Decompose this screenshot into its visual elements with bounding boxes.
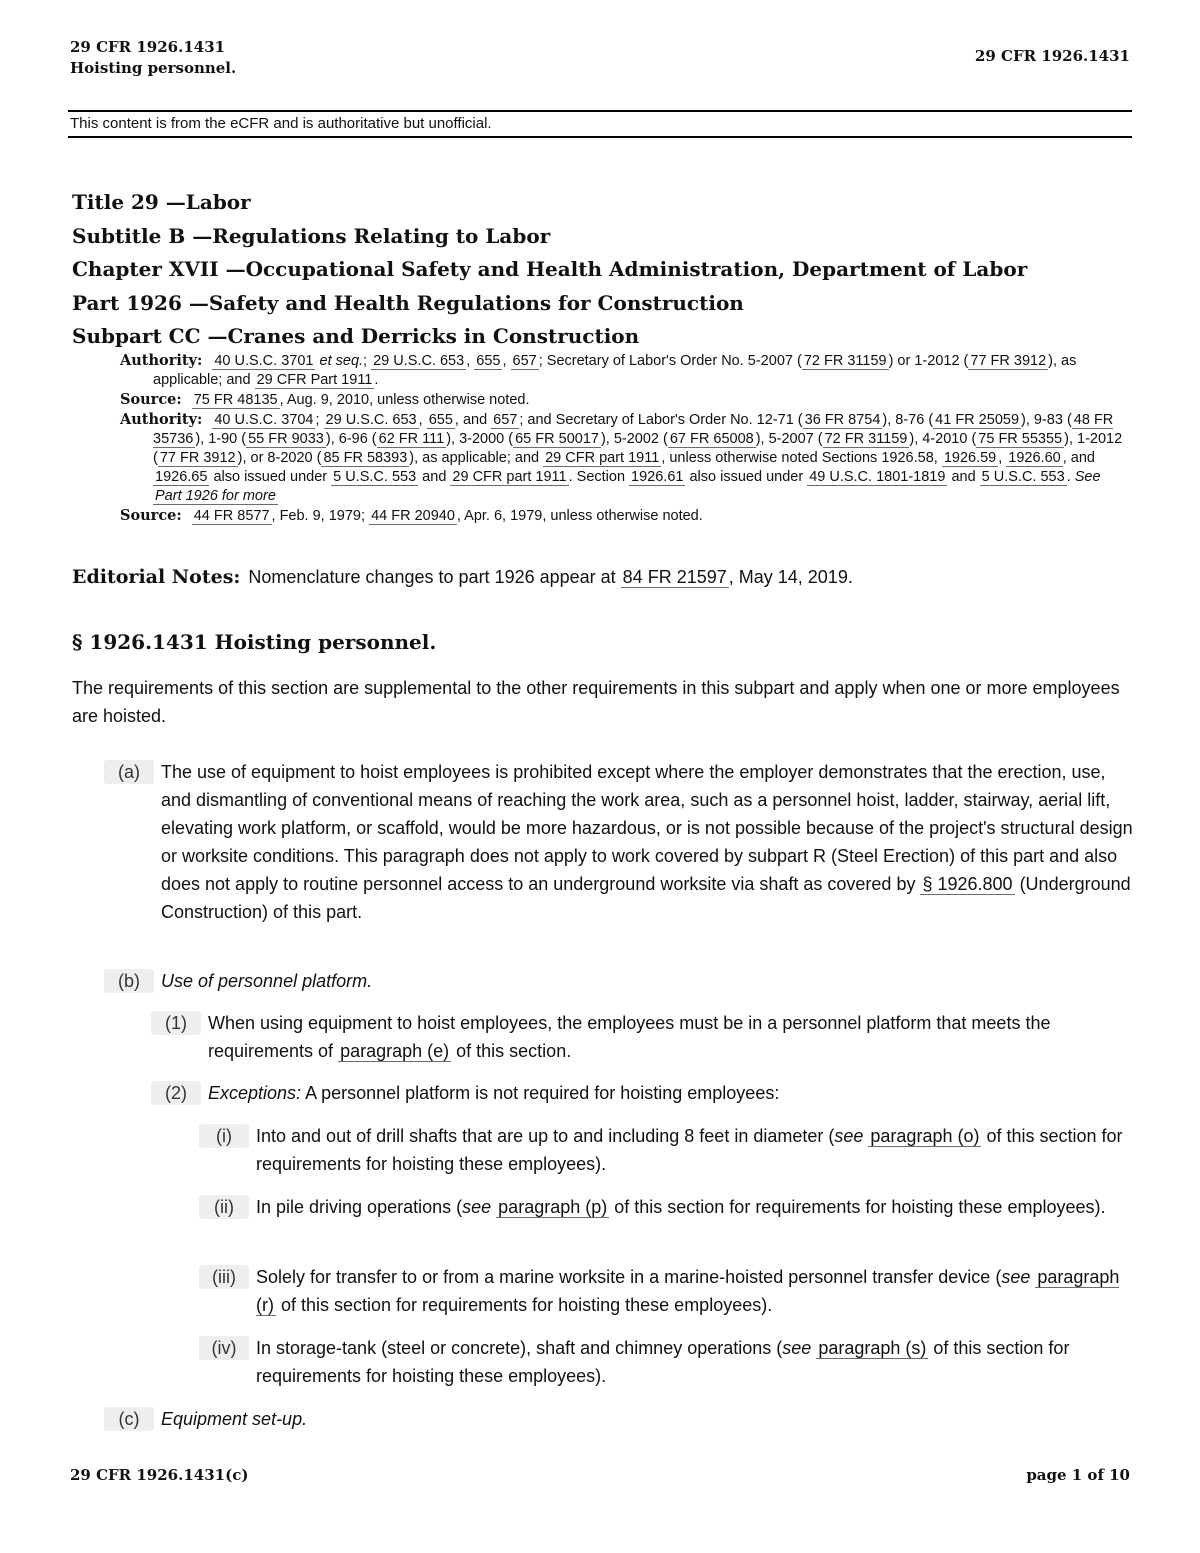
paragraph-p-link[interactable]: paragraph (p) (498, 1197, 608, 1217)
paragraph-r-link[interactable]: paragraph (r) (256, 1267, 1120, 1315)
citation-link[interactable]: 29 CFR part 1911 (545, 450, 660, 466)
text-run: ), 6-96 ( (325, 431, 377, 447)
header-section-name: Hoisting personnel. (70, 59, 237, 77)
paragraph-heading: Exceptions: (208, 1083, 302, 1103)
text-run: ), as applicable; and (409, 450, 544, 466)
text-run: ) or 1-2012 ( (888, 353, 969, 369)
editorial-notes (72, 566, 853, 588)
text-run: ), 1-2012 ( (153, 431, 1123, 466)
citation-link[interactable]: 44 FR 20940 (371, 508, 455, 524)
paragraph-o-link[interactable]: paragraph (o) (870, 1126, 980, 1146)
citation-link[interactable]: 55 FR 9033 (248, 431, 324, 447)
citation-link[interactable]: 29 CFR part 1911 (452, 469, 567, 485)
citation-link[interactable]: 77 FR 3912 (159, 450, 236, 466)
citation-link[interactable]: 84 FR 21597 (622, 567, 727, 587)
paragraph-number: (a) (104, 760, 154, 784)
text-run: ; and Secretary of Labor's Order No. 12-71 ( (519, 412, 803, 428)
paragraph-b-1 (151, 1009, 1136, 1065)
citation-link[interactable]: 29 CFR Part 1911 (256, 372, 373, 388)
source-note (120, 506, 1130, 526)
source-note (120, 390, 1130, 410)
text-run: In storage-tank (steel or concrete), shaft and chimney operations ( (256, 1338, 783, 1358)
citation-link[interactable]: 1926.59 (943, 450, 997, 466)
paragraph-number: (2) (151, 1081, 201, 1105)
paragraph-heading: Equipment set-up. (161, 1409, 308, 1429)
text-run: ; (363, 353, 372, 369)
text-run: ), 9-83 ( (1021, 412, 1072, 428)
text-run: The use of equipment to hoist employees is prohibited except where the employer demonstrates that the erection, use, and dismantling of conventional means of reaching the work area, such as a personnel hoist, ladder, stairway, aerial lift, elevating work platform, or scaffold, would be more hazardous, or is not possible because of the project's structural design or worksite conditions. This paragraph does not apply to work covered by subpart R (Steel Erection) of this part and also does not apply to routine personnel access to an underground worksite via shaft as covered by (161, 762, 1133, 894)
paragraph-text (151, 1079, 1136, 1107)
text-run: When using equipment to hoist employees, the employees must be in a personnel platform that meets the requirements of (208, 1013, 1051, 1061)
citation-link[interactable]: 657 (512, 353, 537, 369)
text-run: In pile driving operations ( (256, 1197, 463, 1217)
text-run: ), 4-2010 ( (909, 431, 977, 447)
paragraph-b-2-iii (199, 1263, 1139, 1319)
text-run: see (462, 1197, 492, 1217)
citation-link[interactable]: 40 U.S.C. 3704 (214, 412, 314, 428)
section-title: § 1926.1431 Hoisting personnel. (72, 630, 437, 654)
text-run: (Underground Construction) of this part. (161, 874, 1131, 922)
paragraph-text (151, 1009, 1136, 1065)
paragraph-number: (1) (151, 1011, 201, 1035)
footer-page-number: page 1 of 10 (1026, 1466, 1130, 1484)
title-heading: Title 29 —Labor (72, 190, 251, 214)
citation-link[interactable]: 67 FR 65008 (669, 431, 754, 447)
paragraph-a (104, 758, 1134, 926)
citation-link[interactable]: 36 FR 8754 (804, 412, 881, 428)
authority-note (120, 410, 1130, 506)
paragraph-s-link[interactable]: paragraph (s) (818, 1338, 927, 1358)
citation-link[interactable]: 5 U.S.C. 553 (333, 469, 417, 485)
text-run: ), 1-90 ( (195, 431, 247, 447)
text-run: ; (315, 412, 324, 428)
citation-link[interactable]: 657 (493, 412, 518, 428)
authority-label: Authority: (120, 411, 203, 428)
text-run: . Section (568, 469, 630, 485)
citation-link[interactable]: 49 U.S.C. 1801-1819 (809, 469, 946, 485)
text-run: of this section. (451, 1041, 572, 1061)
citation-link[interactable]: 77 FR 3912 (970, 353, 1047, 369)
text-run: and (947, 469, 980, 485)
paragraph-text (199, 1193, 1139, 1221)
citation-link[interactable]: 75 FR 55355 (978, 431, 1063, 447)
text-run: A personnel platform is not required for hoisting employees: (301, 1083, 780, 1103)
ecfr-notice: This content is from the eCFR and is authoritative but unofficial. (68, 110, 1132, 138)
text-run: see (782, 1338, 812, 1358)
paragraph-b-2-ii (199, 1193, 1139, 1221)
text-run: See (1074, 469, 1101, 485)
text-run: ), 5-2007 ( (755, 431, 823, 447)
text-run: see (834, 1126, 864, 1146)
citation-link[interactable]: 1926.65 (155, 469, 208, 485)
text-run: et seq. (319, 353, 364, 369)
authority-label: Authority: (120, 352, 203, 369)
hierarchy-headings (72, 186, 1027, 354)
paragraph-number: (ii) (199, 1195, 249, 1219)
text-run: , (502, 353, 511, 369)
text-run: Into and out of drill shafts that are up to and including 8 feet in diameter ( (256, 1126, 835, 1146)
paragraph-b-2-iv (199, 1334, 1139, 1390)
text-run: ), as applicable; and (153, 353, 1077, 388)
text-run: . (1066, 469, 1075, 485)
text-run: of this section for requirements for hoisting these employees). (256, 1338, 1070, 1386)
citation-link[interactable]: 72 FR 31159 (803, 353, 887, 369)
source-label: Source: (120, 391, 182, 408)
paragraph-text (199, 1334, 1139, 1390)
text-run: , (998, 450, 1007, 466)
citation-link[interactable]: 65 FR 50017 (515, 431, 599, 447)
citation-link[interactable]: 5 U.S.C. 553 (981, 469, 1065, 485)
text-run: , Aug. 9, 2010, unless otherwise noted. (279, 392, 530, 408)
text-run: see (1001, 1267, 1031, 1287)
paragraph-number: (b) (104, 969, 154, 993)
footer-citation: 29 CFR 1926.1431(c) (70, 1466, 249, 1484)
citation-link[interactable]: 655 (476, 353, 501, 369)
citation-link[interactable]: 40 U.S.C. 3701 (214, 353, 314, 369)
header-citation: 29 CFR 1926.1431 (70, 38, 226, 56)
text-run: ), 3-2000 ( (446, 431, 514, 447)
page-header-left (70, 37, 236, 79)
text-run: , (418, 412, 427, 428)
text-run: , and (1062, 450, 1095, 466)
paragraph-text (104, 758, 1134, 926)
intro-paragraph: The requirements of this section are supplemental to the other requirements in this subpart and apply when one or more employees are hoisted. (72, 678, 1120, 726)
authority-source-block (120, 351, 1130, 526)
paragraph-number: (iii) (199, 1265, 249, 1289)
text-run: , unless otherwise noted Sections 1926.58, (661, 450, 942, 466)
citation-link[interactable]: 41 FR 25059 (935, 412, 1020, 428)
text-run: and (418, 469, 451, 485)
citation-link[interactable]: 1926.60 (1008, 450, 1061, 466)
text-run: , Apr. 6, 1979, unless otherwise noted. (456, 508, 703, 524)
paragraph-number: (i) (199, 1124, 249, 1148)
citation-link[interactable]: 29 U.S.C. 653 (325, 412, 417, 428)
editorial-label: Editorial Notes: (72, 566, 241, 588)
text-run: , (466, 353, 475, 369)
citation-link[interactable]: 48 FR 35736 (153, 412, 1114, 447)
chapter-heading: Chapter XVII —Occupational Safety and Health Administration, Department of Labor (72, 257, 1028, 281)
text-run: . (374, 372, 379, 388)
paragraph-number: (iv) (199, 1336, 249, 1360)
text-run: , May 14, 2019. (728, 567, 853, 587)
text-run: of this section for requirements for hoisting these employees). (256, 1126, 1123, 1174)
section-1926-800-link[interactable]: § 1926.800 (922, 874, 1013, 894)
authority-note (120, 351, 1130, 390)
text-run: , and (454, 412, 492, 428)
paragraph-number: (c) (104, 1407, 154, 1431)
subtitle-heading: Subtitle B —Regulations Relating to Labor (72, 223, 551, 248)
text-run: also issued under (685, 469, 808, 485)
text-run: Solely for transfer to or from a marine worksite in a marine-hoisted personnel transfer device ( (256, 1267, 1002, 1287)
subpart-heading: Subpart CC —Cranes and Derricks in Construction (72, 324, 640, 348)
text-run: Nomenclature changes to part 1926 appear at (248, 567, 621, 587)
part-heading: Part 1926 —Safety and Health Regulations for Construction (72, 290, 744, 315)
citation-link[interactable]: 75 FR 48135 (193, 392, 278, 408)
citation-link[interactable]: 85 FR 58393 (323, 450, 408, 466)
text-run: , Feb. 9, 1979; (271, 508, 370, 524)
citation-link[interactable]: 72 FR 31159 (824, 431, 908, 447)
paragraph-e-link[interactable]: paragraph (e) (340, 1041, 450, 1061)
paragraph-c (104, 1405, 1134, 1433)
part-1926-link[interactable]: Part 1926 for more (155, 488, 276, 504)
paragraph-heading: Use of personnel platform. (161, 971, 373, 991)
citation-link[interactable]: 1926.61 (631, 469, 684, 485)
citation-link[interactable]: 62 FR 111 (378, 431, 445, 447)
text-run: ), or 8-2020 ( (237, 450, 322, 466)
paragraph-text (199, 1263, 1139, 1319)
source-label: Source: (120, 507, 182, 524)
text-run: also issued under (209, 469, 332, 485)
paragraph-text (199, 1122, 1139, 1178)
citation-link[interactable]: 655 (428, 412, 453, 428)
text-run: ), 5-2002 ( (600, 431, 668, 447)
paragraph-b-2 (151, 1079, 1136, 1107)
header-citation-right: 29 CFR 1926.1431 (974, 47, 1130, 65)
text-run: of this section for requirements for hoisting these employees). (275, 1295, 773, 1315)
citation-link[interactable]: 44 FR 8577 (193, 508, 270, 524)
text-run: ), 8-76 ( (882, 412, 934, 428)
paragraph-b (104, 967, 1134, 995)
text-run: ; Secretary of Labor's Order No. 5-2007 ( (538, 353, 802, 369)
paragraph-b-2-i (199, 1122, 1139, 1178)
text-run: of this section for requirements for hoisting these employees). (609, 1197, 1106, 1217)
citation-link[interactable]: 29 U.S.C. 653 (373, 353, 465, 369)
